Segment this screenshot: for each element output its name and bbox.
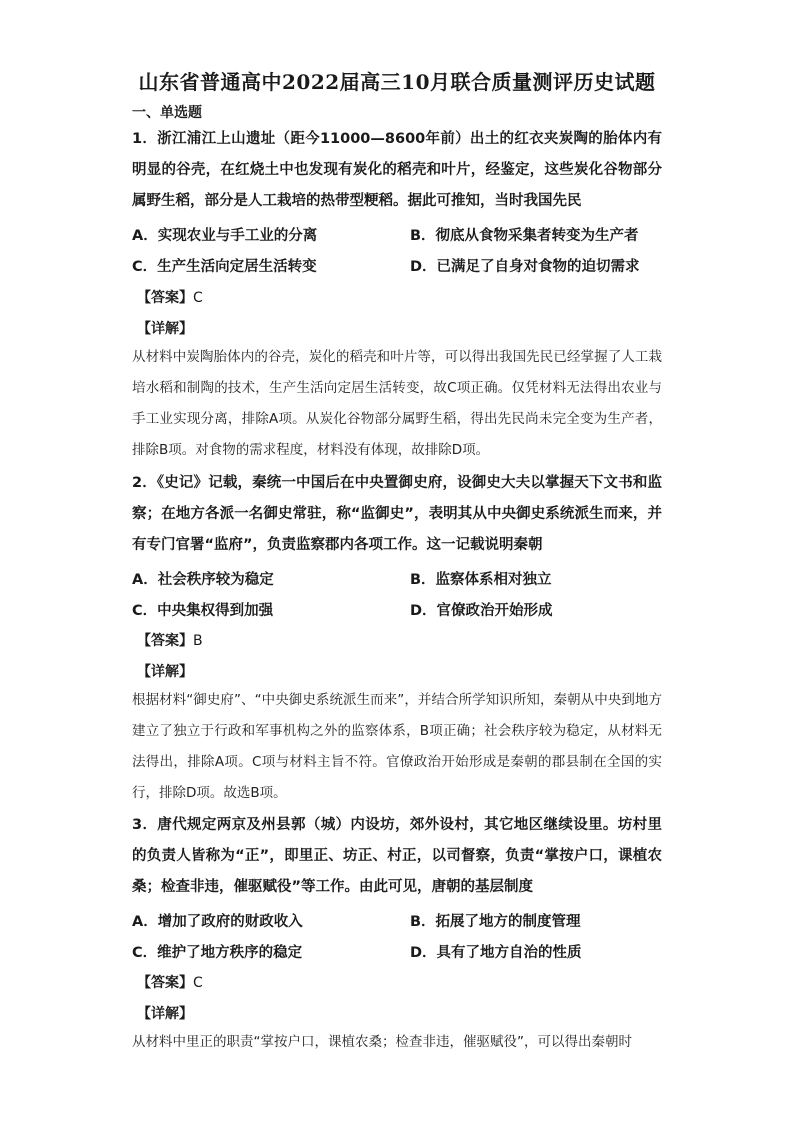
question-2-answer bbox=[137, 630, 203, 650]
question-2-option-b: B．监察体系相对独立 bbox=[410, 572, 552, 588]
question-1-option-a: A．实现农业与手工业的分离 bbox=[132, 228, 318, 244]
question-3-detail-label: 【详解】 bbox=[137, 1006, 193, 1022]
question-1-stem: 1．浙江浦江上山遗址（距今11000—8600年前）出土的红衣夹炭陶的胎体内有明显的谷壳，在红烧土中也发现有炭化的稻壳和叶片，经鉴定，这些炭化谷物部分属野生稻，部分是人工栽培的热带型粳稻。据此可推知，当时我国先民 bbox=[132, 131, 662, 209]
question-2-option-c: C．中央集权得到加强 bbox=[132, 603, 274, 619]
question-2-explanation: 根据材料“御史府”、“中央御史系统派生而来”，并结合所学知识所知，秦朝从中央到地方建立了独立于行政和军事机构之外的监察体系，B项正确；社会秩序较为稳定，从材料无法得出，排除A项。C项与材料主旨不符。官僚政治开始形成是秦朝的郡县制在全国的实行，排除D项。故选B项。 bbox=[132, 692, 662, 801]
section-heading: 一、单选题 bbox=[132, 105, 202, 121]
page-title: 山东省普通高中2022届高三10月联合质量测评历史试题 bbox=[138, 70, 656, 94]
question-3-option-a: A．增加了政府的财政收入 bbox=[132, 914, 303, 930]
question-1-option-c: C．生产生活向定居生活转变 bbox=[132, 259, 317, 275]
question-2-detail-label: 【详解】 bbox=[137, 664, 193, 680]
question-3-stem: 3．唐代规定两京及州县郭（城）内设坊，郊外设村，其它地区继续设里。坊村里的负责人皆称为“正”，即里正、坊正、村正，以司督察，负责“掌按户口，课植农桑；检查非违，催驱赋役”等工作。由此可见，唐朝的基层制度 bbox=[132, 817, 662, 895]
question-1-detail-label: 【详解】 bbox=[137, 321, 193, 337]
answer-value: B bbox=[193, 633, 203, 649]
answer-value: C bbox=[193, 975, 203, 991]
question-3-option-b: B．拓展了地方的制度管理 bbox=[410, 914, 581, 930]
question-2-option-a: A．社会秩序较为稳定 bbox=[132, 572, 274, 588]
answer-label: 【答案】 bbox=[137, 290, 193, 306]
answer-label: 【答案】 bbox=[137, 975, 193, 991]
question-1-explanation: 从材料中炭陶胎体内的谷壳，炭化的稻壳和叶片等，可以得出我国先民已经掌握了人工栽培水稻和制陶的技术，生产生活向定居生活转变，故C项正确。仅凭材料无法得出农业与手工业实现分离，排除A项。从炭化谷物部分属野生稻，得出先民尚未完全变为生产者，排除B项。对食物的需求程度，材料没有体现，故排除D项。 bbox=[132, 349, 662, 458]
question-3-answer bbox=[137, 972, 203, 992]
question-1-answer bbox=[137, 287, 203, 307]
question-3-option-d: D．具有了地方自治的性质 bbox=[410, 945, 582, 961]
question-2-stem: 2．《史记》记载，秦统一中国后在中央置御史府，设御史大夫以掌握天下文书和监察；在地方各派一名御史常驻，称“监御史”，表明其从中央御史系统派生而来，并有专门官署“监府”，负责监察郡内各项工作。这一记载说明秦朝 bbox=[132, 475, 662, 553]
question-3-option-c: C．维护了地方秩序的稳定 bbox=[132, 945, 303, 961]
answer-value: C bbox=[193, 290, 203, 306]
question-3-explanation: 从材料中里正的职责“掌按户口，课植农桑；检查非违，催驱赋役”，可以得出秦朝时 bbox=[132, 1034, 632, 1050]
question-2-option-d: D．官僚政治开始形成 bbox=[410, 603, 553, 619]
question-1-option-d: D．已满足了自身对食物的迫切需求 bbox=[410, 259, 640, 275]
question-1-option-b: B．彻底从食物采集者转变为生产者 bbox=[410, 228, 639, 244]
answer-label: 【答案】 bbox=[137, 633, 193, 649]
